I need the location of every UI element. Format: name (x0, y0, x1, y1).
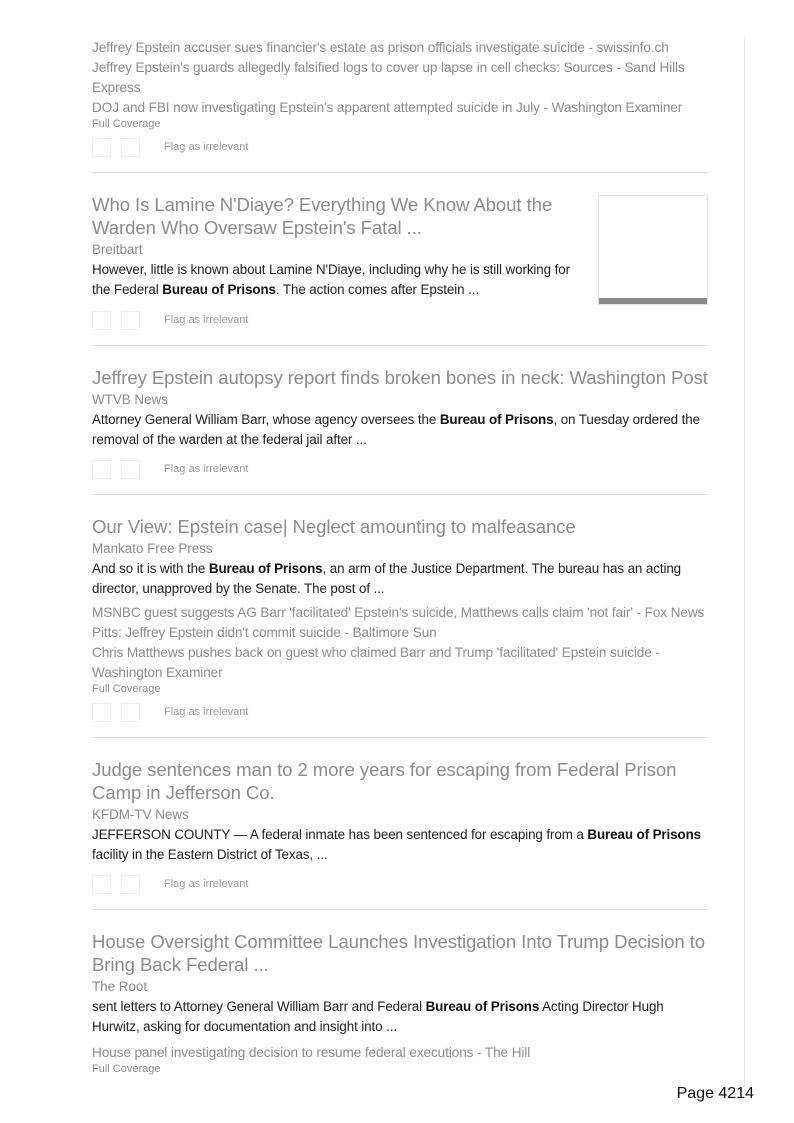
article-item (92, 930, 708, 1076)
thumbs-down-checkbox[interactable] (121, 460, 140, 479)
divider (92, 909, 708, 910)
divider (92, 494, 708, 495)
article-title[interactable]: Who Is Lamine N'Diaye? Everything We Know About the Warden Who Oversaw Epstein's Fatal ... (92, 194, 553, 238)
article-source: Breitbart (92, 242, 143, 257)
thumbs-down-checkbox[interactable] (121, 703, 140, 722)
article-item (92, 758, 708, 865)
flag-irrelevant-link[interactable]: Flag as irrelevant (164, 314, 249, 326)
related-link[interactable]: House panel investigating decision to resume federal executions - The Hill (92, 1045, 531, 1060)
thumbs-up-checkbox[interactable] (92, 875, 111, 894)
thumbs-down-checkbox[interactable] (121, 875, 140, 894)
full-coverage-link[interactable]: Full Coverage (92, 1063, 161, 1075)
divider (92, 345, 708, 346)
feedback-row (92, 871, 708, 897)
thumbs-up-checkbox[interactable] (92, 460, 111, 479)
article-title[interactable]: House Oversight Committee Launches Investigation Into Trump Decision to Bring Back Federal ... (92, 931, 705, 975)
article-source: Mankato Free Press (92, 541, 213, 556)
article-snippet: And so it is with the Bureau of Prisons, an arm of the Justice Department. The bureau has an acting director, unapproved by the Senate. The post of ... (92, 561, 682, 596)
article-snippet: Attorney General William Barr, whose agency oversees the Bureau of Prisons, on Tuesday ordered the removal of the warden at the federal jail after ... (92, 412, 700, 447)
page-number: Page 4214 (676, 1085, 754, 1102)
full-coverage-link[interactable]: Full Coverage (92, 683, 161, 695)
flag-irrelevant-link[interactable]: Flag as irrelevant (164, 878, 249, 890)
thumbs-up-checkbox[interactable] (92, 138, 111, 157)
divider (92, 737, 708, 738)
thumbs-up-checkbox[interactable] (92, 311, 111, 330)
article-source: KFDM-TV News (92, 807, 189, 822)
article-title[interactable]: Jeffrey Epstein autopsy report finds broken bones in neck: Washington Post (92, 367, 708, 388)
article-item (92, 366, 708, 450)
full-coverage-link[interactable]: Full Coverage (92, 118, 161, 130)
article-title[interactable]: Our View: Epstein case| Neglect amounting to malfeasance (92, 516, 576, 537)
feedback-row (92, 456, 708, 482)
flag-irrelevant-link[interactable]: Flag as irrelevant (164, 706, 249, 718)
divider (92, 172, 708, 173)
article-snippet: sent letters to Attorney General William Barr and Federal Bureau of Prisons Acting Director Hugh Hurwitz, asking for documentation and insight into ... (92, 999, 664, 1034)
article-thumbnail[interactable] (598, 195, 708, 305)
article-item (92, 515, 708, 696)
right-margin-line (744, 36, 745, 1086)
related-links-top (92, 38, 708, 131)
related-link[interactable]: DOJ and FBI now investigating Epstein's apparent attempted suicide in July - Washington Examiner (92, 100, 683, 115)
article-item (92, 193, 708, 305)
article-snippet: JEFFERSON COUNTY — A federal inmate has been sentenced for escaping from a Bureau of Prisons facility in the Eastern District of Texas, ... (92, 827, 702, 862)
article-snippet: However, little is known about Lamine N'Diaye, including why he is still working for the Federal Bureau of Prisons. The action comes after Epstein ... (92, 262, 570, 297)
related-link[interactable]: Jeffrey Epstein accuser sues financier's estate as prison officials investigate suicide - swissinfo.ch (92, 40, 669, 55)
related-link[interactable]: MSNBC guest suggests AG Barr 'facilitated' Epstein's suicide, Matthews calls claim 'not fair' - Fox News (92, 605, 705, 620)
flag-irrelevant-link[interactable]: Flag as irrelevant (164, 141, 249, 153)
thumbs-up-checkbox[interactable] (92, 703, 111, 722)
feedback-row (92, 699, 708, 725)
article-title[interactable]: Judge sentences man to 2 more years for escaping from Federal Prison Camp in Jefferson Co. (92, 759, 677, 803)
flag-irrelevant-link[interactable]: Flag as irrelevant (164, 463, 249, 475)
thumbs-down-checkbox[interactable] (121, 138, 140, 157)
feedback-row (92, 307, 708, 333)
thumbs-down-checkbox[interactable] (121, 311, 140, 330)
related-link[interactable]: Chris Matthews pushes back on guest who claimed Barr and Trump 'facilitated' Epstein suicide - Washington Examiner (92, 645, 660, 680)
related-link[interactable]: Jeffrey Epstein's guards allegedly falsified logs to cover up lapse in cell checks: Sources - Sand Hills Express (92, 60, 685, 95)
article-source: The Root (92, 979, 148, 994)
feedback-row (92, 134, 708, 160)
article-source: WTVB News (92, 392, 168, 407)
news-alert-content (92, 38, 708, 1076)
related-link[interactable]: Pitts: Jeffrey Epstein didn't commit suicide - Baltimore Sun (92, 625, 437, 640)
